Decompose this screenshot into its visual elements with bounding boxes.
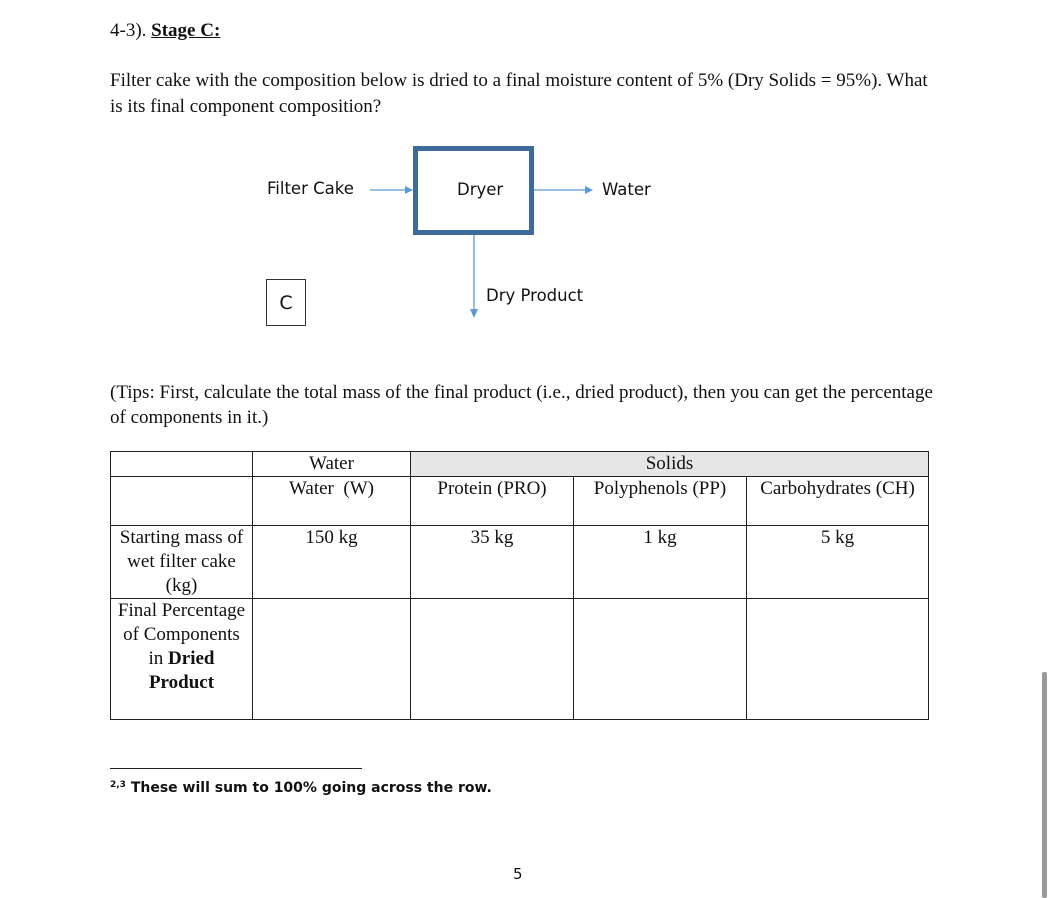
page-number: 5 [513, 865, 523, 883]
row-label-bold-product: Product [148, 672, 215, 693]
filter-cake-label: Filter Cake [267, 179, 354, 198]
section-number: 4-3). [110, 20, 152, 41]
cell-carbohydrates-mass: 5 kg [747, 526, 929, 599]
question-text: Filter cake with the composition below is dried to a final moisture content of 5% (Dry Solids = 95%). What is its final component composition? [110, 70, 928, 117]
table-row [111, 526, 929, 599]
cell-polyphenols-percent[interactable] [574, 599, 747, 720]
col-header-polyphenols: Polyphenols (PP) [574, 477, 747, 526]
table-row [111, 599, 929, 720]
tips-text: (Tips: First, calculate the total mass of the final product (i.e., dried product), then you can get the percentage of components in it.) [110, 382, 933, 428]
input-arrow-head [405, 186, 413, 194]
cell-water-percent[interactable] [253, 599, 411, 720]
composition-table [110, 451, 929, 720]
row-label-text: Final Percentage of Components in [117, 600, 246, 669]
row-header-blank [111, 477, 253, 526]
water-arrow-head [585, 186, 593, 194]
footnote-marker: 2,3 [110, 780, 126, 790]
cell-water-mass: 150 kg [253, 526, 411, 599]
cell-protein-mass: 35 kg [411, 526, 574, 599]
water-output-label: Water [602, 180, 651, 199]
vertical-scrollbar[interactable] [1042, 672, 1047, 898]
product-arrow-head [470, 309, 478, 318]
section-heading [110, 20, 220, 42]
group-header-row [111, 452, 929, 477]
footnote-divider [110, 768, 362, 769]
row-label-bold-dried: Dried [168, 648, 215, 669]
column-header-row [111, 477, 929, 526]
col-header-carbohydrates: Carbohydrates (CH) [747, 477, 929, 526]
row-label-starting-mass: Starting mass of wet filter cake (kg) [111, 526, 253, 599]
col-header-protein: Protein (PRO) [411, 477, 574, 526]
stage-title: Stage C: [151, 20, 221, 41]
solids-group-header: Solids [411, 452, 929, 477]
footnote [110, 780, 492, 796]
corner-cell [111, 452, 253, 477]
cell-protein-percent[interactable] [411, 599, 574, 720]
dry-product-label: Dry Product [486, 286, 584, 305]
footnote-text: These will sum to 100% going across the row. [125, 780, 492, 796]
cell-carbohydrates-percent[interactable] [747, 599, 929, 720]
water-group-header: Water [253, 452, 411, 477]
cell-polyphenols-mass: 1 kg [574, 526, 747, 599]
col-header-water: Water (W) [253, 477, 411, 526]
dryer-label: Dryer [457, 180, 504, 199]
stream-c-box: C [266, 279, 306, 326]
row-label-final-percentage [111, 599, 253, 720]
